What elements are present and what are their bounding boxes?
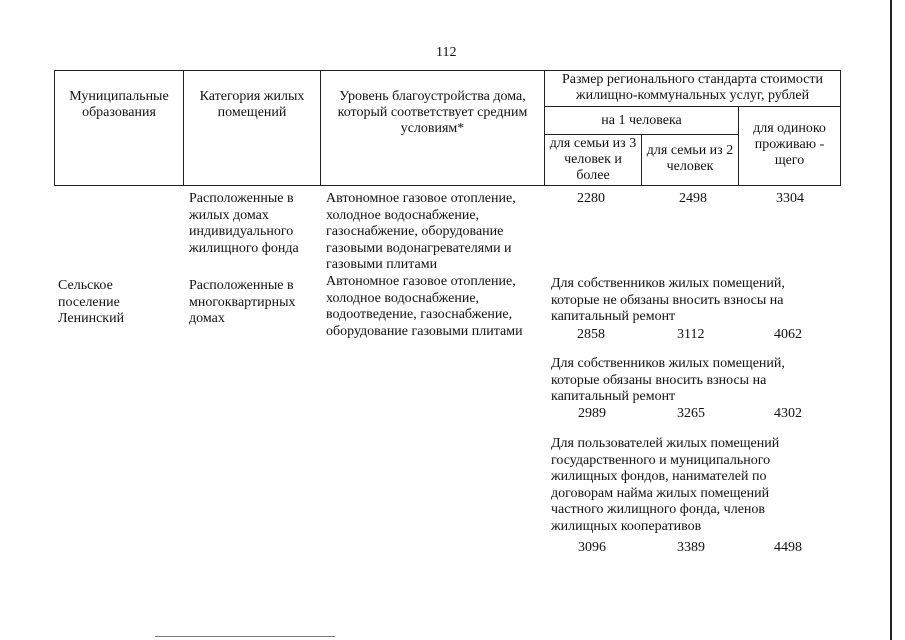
- row1-value-single: 3304: [776, 191, 804, 206]
- group3-value-family2: 3389: [677, 540, 705, 555]
- group2-value-single: 4302: [774, 406, 802, 421]
- group1-note: Для собственников жилых помещений, которые не обязаны вносить взносы на капитальный ремонт: [551, 276, 785, 324]
- row2-level: Автономное газовое отопление, холодное водоснабжение, водоотведение, газоснабжение, оборудование газовыми плитами: [326, 274, 523, 339]
- group2-value-family3: 2989: [578, 406, 606, 421]
- row2-municipality: Сельское поселение Ленинский: [58, 278, 125, 326]
- header-category: Категория жилых помещений: [184, 71, 321, 186]
- row1-value-family2: 2498: [679, 191, 707, 206]
- group1-value-single: 4062: [774, 327, 802, 342]
- header-level: Уровень благоустройства дома, который соответствует средним условиям*: [321, 71, 545, 186]
- header-standard: Размер регионального стандарта стоимости жилищно-коммунальных услуг, рублей: [545, 71, 841, 107]
- header-municipality: Муниципальные образования: [55, 71, 184, 186]
- header-per-person: на 1 человека: [545, 107, 739, 135]
- group2-value-family2: 3265: [677, 406, 705, 421]
- group3-value-family3: 3096: [578, 540, 606, 555]
- row1-category: Расположенные в жилых домах индивидуального жилищного фонда: [189, 191, 299, 256]
- group1-value-family3: 2858: [577, 327, 605, 342]
- group3-note: Для пользователей жилых помещений государственного и муниципального жилищных фондов, нанимателей по договорам найма жилых помещений частного жилищного фонда, членов жилищных кооперативов: [551, 436, 780, 534]
- scan-artifact: [155, 636, 335, 637]
- row2-category: Расположенные в многоквартирных домах: [189, 278, 296, 326]
- page-number: 112: [436, 45, 457, 60]
- group3-value-single: 4498: [774, 540, 802, 555]
- header-family2: для семьи из 2 человек: [642, 135, 739, 186]
- group1-value-family2: 3112: [677, 327, 705, 342]
- header-single: для одиноко проживаю - щего: [739, 107, 841, 186]
- header-family3: для семьи из 3 человек и более: [545, 135, 642, 186]
- row1-level: Автономное газовое отопление, холодное водоснабжение, газоснабжение, оборудование газовыми водонагревателями и газовыми плитами: [326, 191, 516, 272]
- header-table: [54, 70, 841, 186]
- row1-value-family3: 2280: [577, 191, 605, 206]
- scan-border: [890, 0, 892, 640]
- group2-note: Для собственников жилых помещений, которые обязаны вносить взносы на капитальный ремонт: [551, 356, 785, 404]
